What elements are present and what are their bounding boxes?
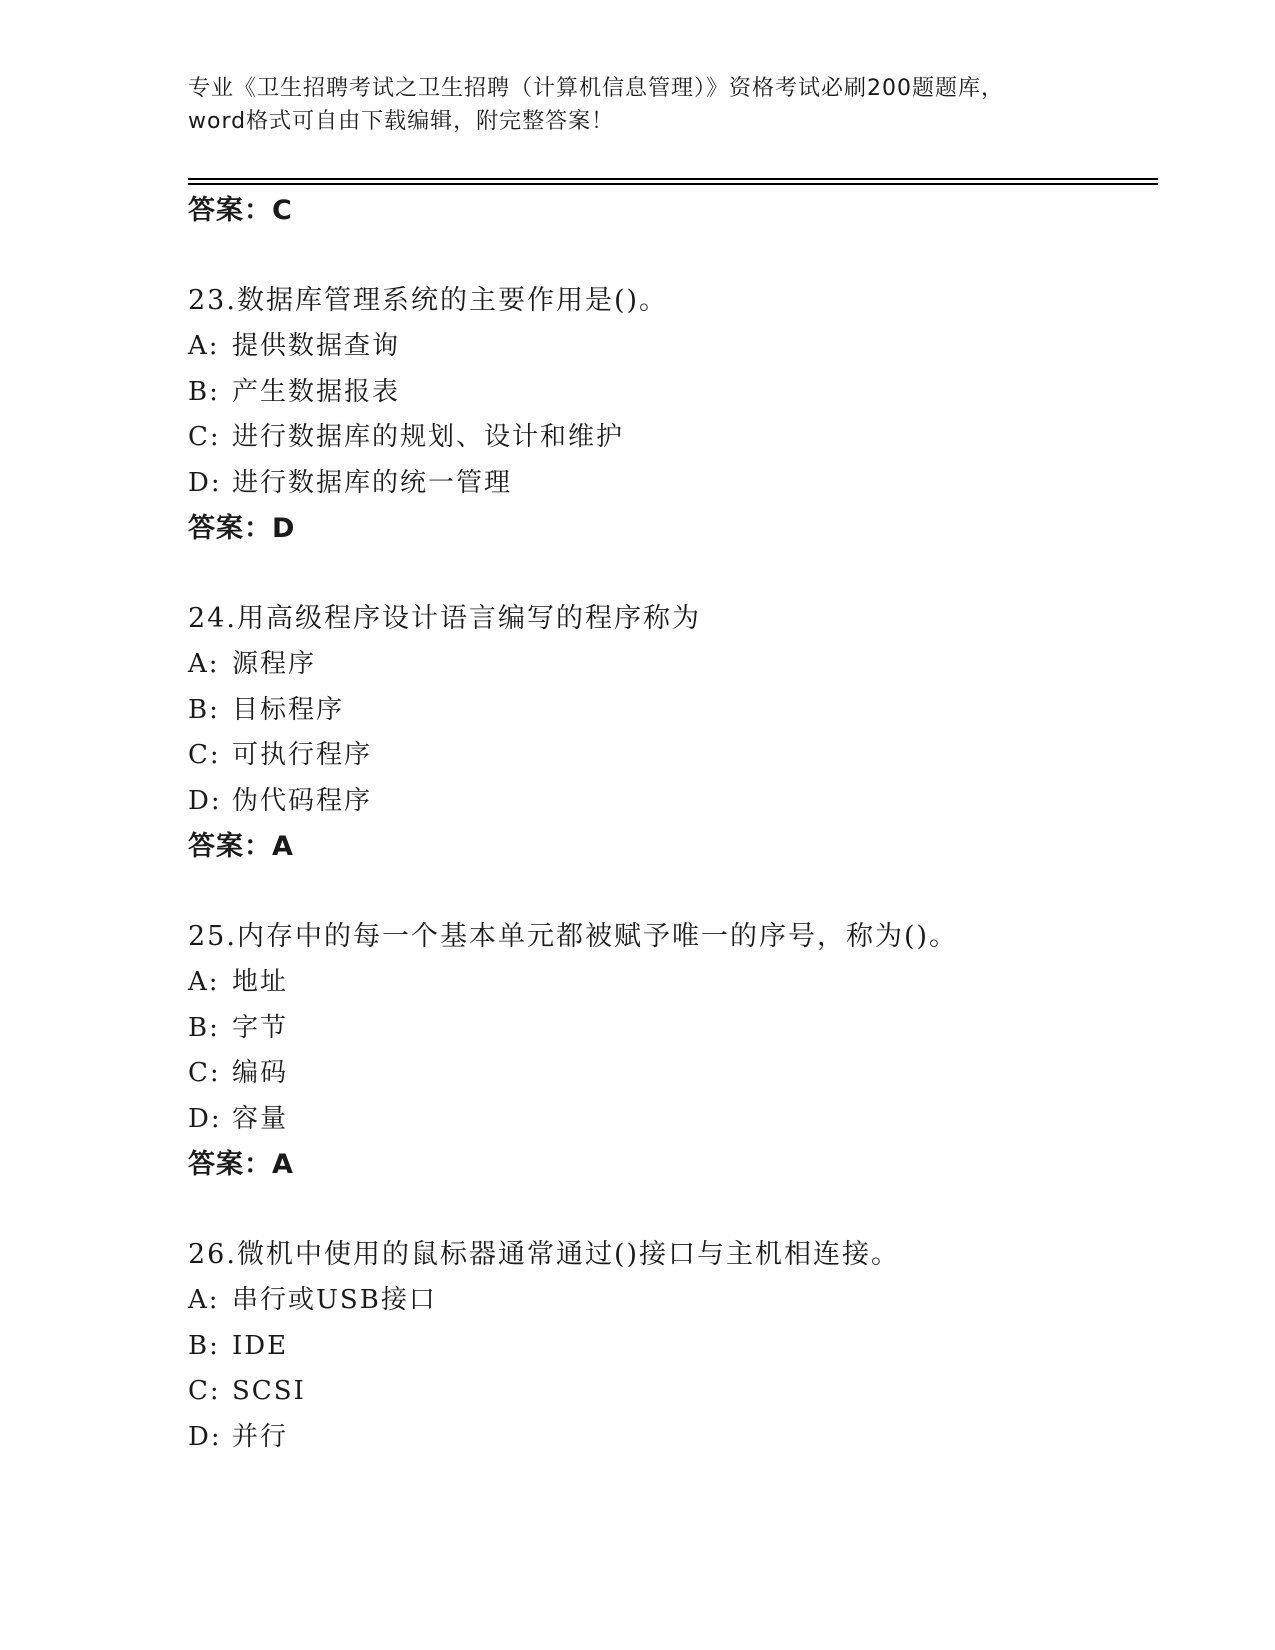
option-text: 源程序 bbox=[232, 649, 317, 679]
option-b bbox=[188, 370, 1148, 416]
option-text: 容量 bbox=[232, 1103, 289, 1134]
question-stem: 26.微机中使用的鼠标器通常通过()接口与主机相连接。 bbox=[188, 1239, 901, 1270]
option-letter: D: bbox=[188, 1421, 222, 1452]
header-divider-top bbox=[188, 178, 1158, 180]
option-d bbox=[188, 1415, 1148, 1461]
option-c bbox=[188, 1369, 1148, 1415]
question-23 bbox=[188, 278, 1148, 552]
option-d bbox=[188, 461, 1148, 507]
option-letter: C: bbox=[188, 740, 221, 770]
option-b bbox=[188, 1324, 1148, 1370]
option-text: 伪代码程序 bbox=[232, 785, 373, 816]
option-text: 可执行程序 bbox=[232, 740, 373, 770]
option-text: SCSI bbox=[232, 1376, 306, 1406]
option-letter: A: bbox=[188, 649, 220, 679]
option-text: IDE bbox=[232, 1330, 289, 1361]
option-d bbox=[188, 1097, 1148, 1143]
option-text: 字节 bbox=[232, 1012, 289, 1043]
option-a bbox=[188, 324, 1148, 370]
option-text: 进行数据库的统一管理 bbox=[232, 467, 513, 498]
option-d bbox=[188, 779, 1148, 825]
option-text: 编码 bbox=[232, 1058, 289, 1088]
option-letter: D: bbox=[188, 1103, 222, 1134]
option-letter: A: bbox=[188, 331, 220, 361]
header-line-1: 专业《卫生招聘考试之卫生招聘（计算机信息管理）》资格考试必刷200题题库， bbox=[188, 76, 1004, 101]
answer: 答案：D bbox=[188, 513, 296, 544]
option-letter: B: bbox=[188, 1330, 220, 1361]
option-letter: B: bbox=[188, 376, 220, 407]
option-c bbox=[188, 1051, 1148, 1097]
option-text: 提供数据查询 bbox=[232, 331, 401, 361]
option-c bbox=[188, 733, 1148, 779]
option-text: 目标程序 bbox=[232, 694, 345, 725]
question-25 bbox=[188, 914, 1148, 1188]
answer-22: 答案：C bbox=[188, 195, 293, 226]
option-c bbox=[188, 415, 1148, 461]
question-stem: 24.用高级程序设计语言编写的程序称为 bbox=[188, 603, 701, 634]
document-header bbox=[188, 72, 1088, 138]
question-stem: 25.内存中的每一个基本单元都被赋予唯一的序号，称为()。 bbox=[188, 921, 959, 952]
option-letter: D: bbox=[188, 785, 222, 816]
question-list bbox=[188, 188, 1148, 1460]
option-letter: C: bbox=[188, 1376, 221, 1406]
option-letter: C: bbox=[188, 1058, 221, 1088]
option-letter: B: bbox=[188, 694, 220, 725]
header-divider-bottom bbox=[188, 183, 1158, 185]
option-b bbox=[188, 1006, 1148, 1052]
option-a bbox=[188, 1278, 1148, 1324]
option-text: 地址 bbox=[232, 967, 289, 997]
option-letter: A: bbox=[188, 967, 220, 997]
question-26 bbox=[188, 1232, 1148, 1460]
option-text: 产生数据报表 bbox=[232, 376, 401, 407]
option-a bbox=[188, 642, 1148, 688]
option-text: 串行或USB接口 bbox=[232, 1285, 437, 1315]
option-text: 进行数据库的规划、设计和维护 bbox=[232, 422, 625, 452]
option-letter: D: bbox=[188, 467, 222, 498]
option-text: 并行 bbox=[232, 1421, 289, 1452]
option-letter: C: bbox=[188, 422, 221, 452]
answer: 答案：A bbox=[188, 831, 294, 862]
option-letter: B: bbox=[188, 1012, 220, 1043]
option-letter: A: bbox=[188, 1285, 220, 1315]
header-line-2: word格式可自由下载编辑，附完整答案！ bbox=[188, 109, 615, 134]
answer: 答案：A bbox=[188, 1149, 294, 1180]
question-24 bbox=[188, 596, 1148, 870]
option-b bbox=[188, 688, 1148, 734]
question-stem: 23.数据库管理系统的主要作用是()。 bbox=[188, 285, 669, 316]
option-a bbox=[188, 960, 1148, 1006]
